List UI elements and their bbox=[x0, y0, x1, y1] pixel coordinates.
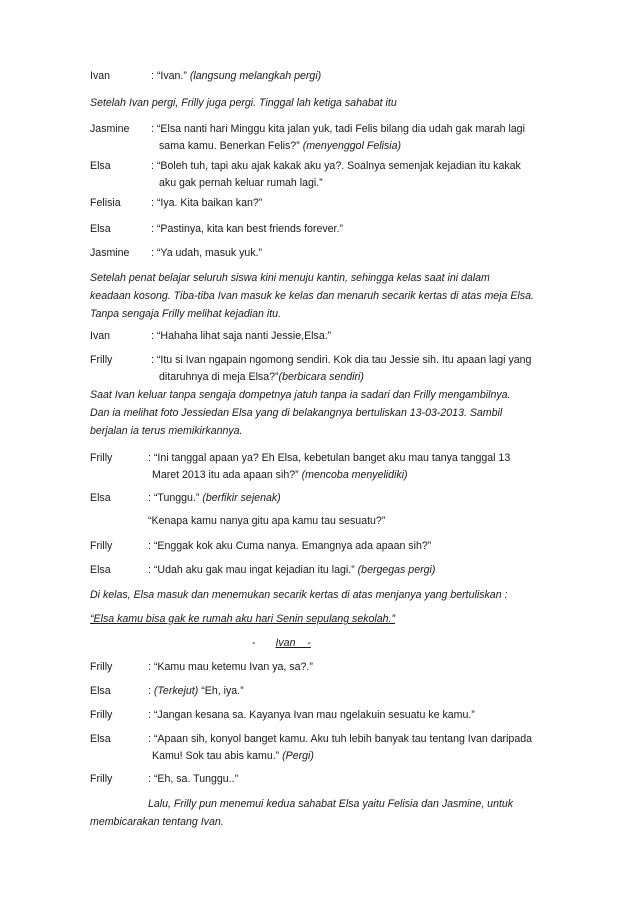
signature-dash: - bbox=[252, 637, 256, 649]
dialogue-text: : “Jangan kesana sa. Kayanya Ivan mau ngelakuin sesuatu ke kamu.” bbox=[148, 709, 475, 721]
dialogue-text: : “Udah aku gak mau ingat kejadian itu lagi.” bbox=[148, 564, 355, 576]
dialogue-text: “Kenapa kamu nanya gitu apa kamu tau sesuatu?” bbox=[148, 515, 386, 527]
speaker-name: Elsa bbox=[90, 160, 111, 172]
speaker-name: Frilly bbox=[90, 661, 113, 673]
dialogue-text: : “Itu si Ivan ngapain ngomong sendiri. Kok dia tau Jessie sih. Itu apaan lagi yang bbox=[151, 354, 532, 366]
speaker-name: Elsa bbox=[90, 733, 111, 745]
stage-direction: (Terkejut) bbox=[153, 685, 199, 697]
dialogue-text: ditaruhnya di meja Elsa?” bbox=[159, 371, 279, 383]
dialogue-text: : “Apaan sih, konyol banget kamu. Aku tuh lebih banyak tau tentang Ivan daripada bbox=[148, 733, 532, 745]
stage-direction: (berfikir sejenak) bbox=[202, 492, 281, 504]
dialogue-text: : “Pastinya, kita kan best friends forever.” bbox=[151, 223, 343, 235]
stage-direction: (langsung melangkah pergi) bbox=[189, 70, 322, 82]
speaker-name: Jasmine bbox=[90, 247, 130, 259]
speaker-name: Felisia bbox=[90, 197, 121, 209]
dialogue-text: : “Ini tanggal apaan ya? Eh Elsa, kebetulan banget aku mau tanya tanggal 13 bbox=[148, 452, 511, 464]
dialogue-text: : “Tunggu.” bbox=[148, 492, 200, 504]
stage-direction: (bergegas pergi) bbox=[357, 564, 436, 576]
dialogue-text: : “Elsa nanti hari Minggu kita jalan yuk, tadi Felis bilang dia udah gak marah lagi bbox=[151, 123, 525, 135]
dialogue-text: Kamu! Sok tau abis kamu.” bbox=[152, 750, 280, 762]
dialogue-text: : “Eh, sa. Tunggu..” bbox=[148, 773, 239, 785]
speaker-name: Frilly bbox=[90, 354, 113, 366]
narration: Setelah penat belajar seluruh siswa kini menuju kantin, sehingga kelas saat ini dalam bbox=[90, 272, 490, 284]
speaker-name: Ivan bbox=[90, 330, 111, 342]
narration: Setelah Ivan pergi, Frilly juga pergi. Tinggal lah ketiga sahabat itu bbox=[90, 97, 397, 109]
stage-direction: (Pergi) bbox=[282, 750, 314, 762]
narration: keadaan kosong. Tiba-tiba Ivan masuk ke kelas dan menaruh secarik kertas di atas meja Elsa. bbox=[90, 290, 534, 302]
dialogue-text: : “Boleh tuh, tapi aku ajak kakak aku ya?. Soalnya semenjak kejadian itu kakak bbox=[151, 160, 521, 172]
narration: Dan ia melihat foto Jessiedan Elsa yang di belakangnya bertuliskan 13-03-2013. Sambil bbox=[90, 407, 503, 419]
dialogue-text: : “Iya. Kita baikan kan?” bbox=[151, 197, 263, 209]
speaker-name: Elsa bbox=[90, 492, 111, 504]
narration: Lalu, Frilly pun menemui kedua sahabat Elsa yaitu Felisia dan Jasmine, untuk bbox=[148, 798, 514, 810]
dialogue-text: : “Ya udah, masuk yuk.” bbox=[151, 247, 263, 259]
colon: : bbox=[148, 685, 151, 697]
narration: Di kelas, Elsa masuk dan menemukan secarik kertas di atas menjanya yang bertuliskan : bbox=[90, 589, 508, 601]
speaker-name: Ivan bbox=[90, 70, 111, 82]
stage-direction: (menyenggol Felisia) bbox=[302, 140, 402, 152]
signature bbox=[252, 635, 392, 652]
dialogue-text: : “Ivan.” bbox=[151, 70, 187, 82]
speaker-name: Frilly bbox=[90, 452, 113, 464]
stage-direction: (berbicara sendiri) bbox=[278, 371, 364, 383]
dialogue-text: aku gak pernah keluar rumah lagi.” bbox=[159, 177, 323, 189]
speaker-name: Elsa bbox=[90, 564, 111, 576]
narration: Saat Ivan keluar tanpa sengaja dompetnya jatuh tanpa ia sadari dan Frilly mengambilnya. bbox=[90, 389, 511, 401]
letter-text: “Elsa kamu bisa gak ke rumah aku hari Senin sepulang sekolah.” bbox=[90, 613, 396, 625]
dialogue-text: : “Enggak kok aku Cuma nanya. Emangnya ada apaan sih?” bbox=[148, 540, 432, 552]
narration: Tanpa sengaja Frilly melihat kejadian itu. bbox=[90, 308, 281, 320]
dialogue-text: : “Hahaha lihat saja nanti Jessie,Elsa.” bbox=[151, 330, 332, 342]
signature-dash: - bbox=[307, 637, 311, 649]
narration: berjalan ia terus memikirkannya. bbox=[90, 425, 243, 437]
dialogue-text: “Eh, iya.” bbox=[201, 685, 244, 697]
dialogue-text: : “Kamu mau ketemu Ivan ya, sa?.” bbox=[148, 661, 313, 673]
narration: membicarakan tentang Ivan. bbox=[90, 816, 224, 828]
stage-direction: (mencoba menyelidiki) bbox=[301, 469, 408, 481]
speaker-name: Frilly bbox=[90, 709, 113, 721]
speaker-name: Frilly bbox=[90, 540, 113, 552]
speaker-name: Jasmine bbox=[90, 123, 130, 135]
speaker-name: Elsa bbox=[90, 685, 111, 697]
dialogue-text: sama kamu. Benerkan Felis?” bbox=[159, 140, 300, 152]
speaker-name: Frilly bbox=[90, 773, 113, 785]
dialogue-text: Maret 2013 itu ada apaan sih?” bbox=[152, 469, 299, 481]
signature-name: Ivan - bbox=[275, 637, 311, 649]
speaker-name: Elsa bbox=[90, 223, 111, 235]
